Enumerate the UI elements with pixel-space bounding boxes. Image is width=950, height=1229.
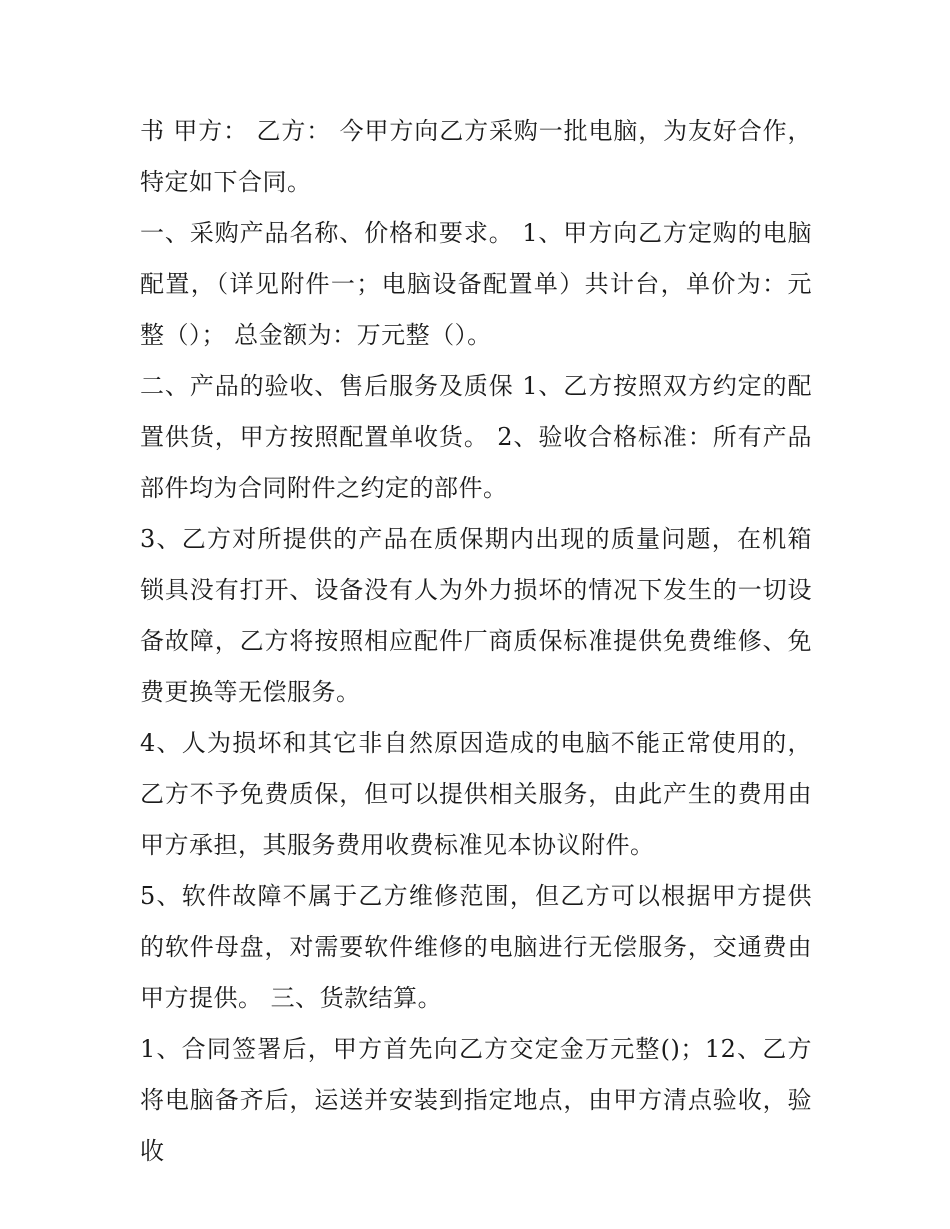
paragraph-intro: 书 甲方： 乙方： 今甲方向乙方采购一批电脑，为友好合作，特定如下合同。 <box>140 117 812 196</box>
paragraph-item-4: 4、人为损坏和其它非自然原因造成的电脑不能正常使用的，乙方不予免费质保，但可以提供相关服务，由此产生的费用由甲方承担，其服务费用收费标准见本协议附件。 <box>140 729 812 859</box>
paragraph-section-one: 一、采购产品名称、价格和要求。 1、甲方向乙方定购的电脑配置，（详见附件一；电脑设备配置单）共计台，单价为：元整（）； 总金额为：万元整（）。 <box>140 219 812 349</box>
paragraph-payment-1: 1、合同签署后，甲方首先向乙方交定金万元整()；12、乙方将电脑备齐后，运送并安装到指定地点，由甲方清点验收，验收 <box>140 1035 812 1165</box>
paragraph-section-two: 二、产品的验收、售后服务及质保 1、乙方按照双方约定的配置供货，甲方按照配置单收货。 2、验收合格标准：所有产品部件均为合同附件之约定的部件。 <box>140 372 812 502</box>
paragraph-item-5: 5、软件故障不属于乙方维修范围，但乙方可以根据甲方提供的软件母盘，对需要软件维修的电脑进行无偿服务，交通费由甲方提供。 三、货款结算。 <box>140 882 812 1012</box>
paragraph-item-3: 3、乙方对所提供的产品在质保期内出现的质量问题，在机箱锁具没有打开、设备没有人为外力损坏的情况下发生的一切设备故障，乙方将按照相应配件厂商质保标准提供免费维修、免费更换等无偿服务。 <box>140 525 812 706</box>
contract-body <box>140 106 812 1177</box>
